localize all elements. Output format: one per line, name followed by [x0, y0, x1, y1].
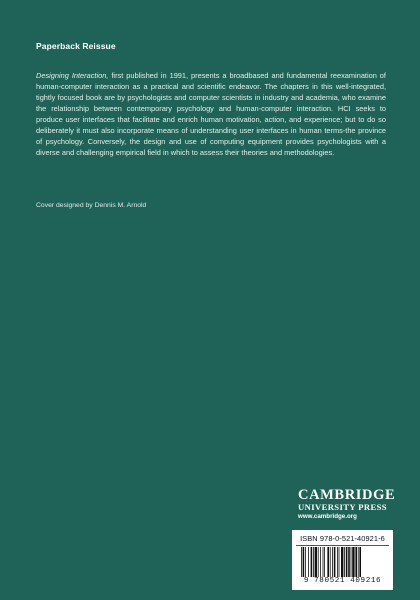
barcode-bar	[303, 547, 305, 577]
barcode-bar	[332, 547, 333, 577]
book-description	[36, 70, 386, 158]
barcode-bar	[355, 547, 357, 577]
barcode-bar	[311, 547, 313, 577]
barcode-bar	[339, 547, 340, 577]
barcode-bar	[318, 547, 319, 577]
barcode-bar	[315, 547, 317, 577]
cover-credit: Cover designed by Dennis M. Arnold	[36, 202, 147, 209]
barcode-bar	[348, 547, 350, 577]
publisher-url: www.cambridge.org	[298, 513, 357, 520]
publisher-logo	[298, 487, 396, 520]
barcode-bar	[308, 547, 309, 577]
barcode-bar	[330, 547, 331, 577]
book-title-italic: Designing Interaction,	[36, 71, 109, 80]
barcode-bar	[344, 547, 345, 577]
barcode-bar	[320, 547, 321, 577]
barcode-bars	[301, 547, 384, 577]
barcode-bar	[313, 547, 314, 577]
barcode-digits: 9 780521 409216	[303, 577, 382, 585]
barcode-bar	[334, 547, 336, 577]
barcode-bar	[323, 547, 324, 577]
barcode-bar	[359, 547, 361, 577]
barcode-bar	[337, 547, 338, 577]
barcode-bar	[301, 547, 302, 577]
publisher-name: CAMBRIDGE	[298, 487, 396, 503]
barcode-panel	[292, 530, 393, 590]
barcode-bar	[341, 547, 343, 577]
barcode-bar	[358, 547, 359, 577]
barcode-bar	[351, 547, 352, 577]
barcode-bar	[327, 547, 329, 577]
description-text: first published in 1991, presents a broadbased and fundamental reexamination of human-computer interaction as a practical and scientific endeavor. The chapters in this well-integrated, tightly focused book are by psychologists and computer scientists in industry and academia, who examine the relationship between contemporary psychology and human-computer interaction. HCI seeks to produce user interfaces that facilitate and enrich human motivation, action, and experience; but to do so deliberately it must also incorporate means of understanding user interfaces in human terms-the province of psychology. Conversely, the design and use of computing equipment provides psychologists with a diverse and challenging empirical field in which to assess their theories and methodologies.	[36, 71, 386, 158]
barcode-bar	[352, 547, 354, 577]
barcode-bar	[324, 547, 325, 577]
barcode-bar	[305, 547, 306, 577]
isbn-text: ISBN 978-0-521-40921-6	[296, 534, 389, 546]
barcode-bar	[346, 547, 348, 577]
publisher-subtitle: UNIVERSITY PRESS	[298, 502, 387, 512]
edition-label: Paperback Reissue	[36, 41, 116, 51]
